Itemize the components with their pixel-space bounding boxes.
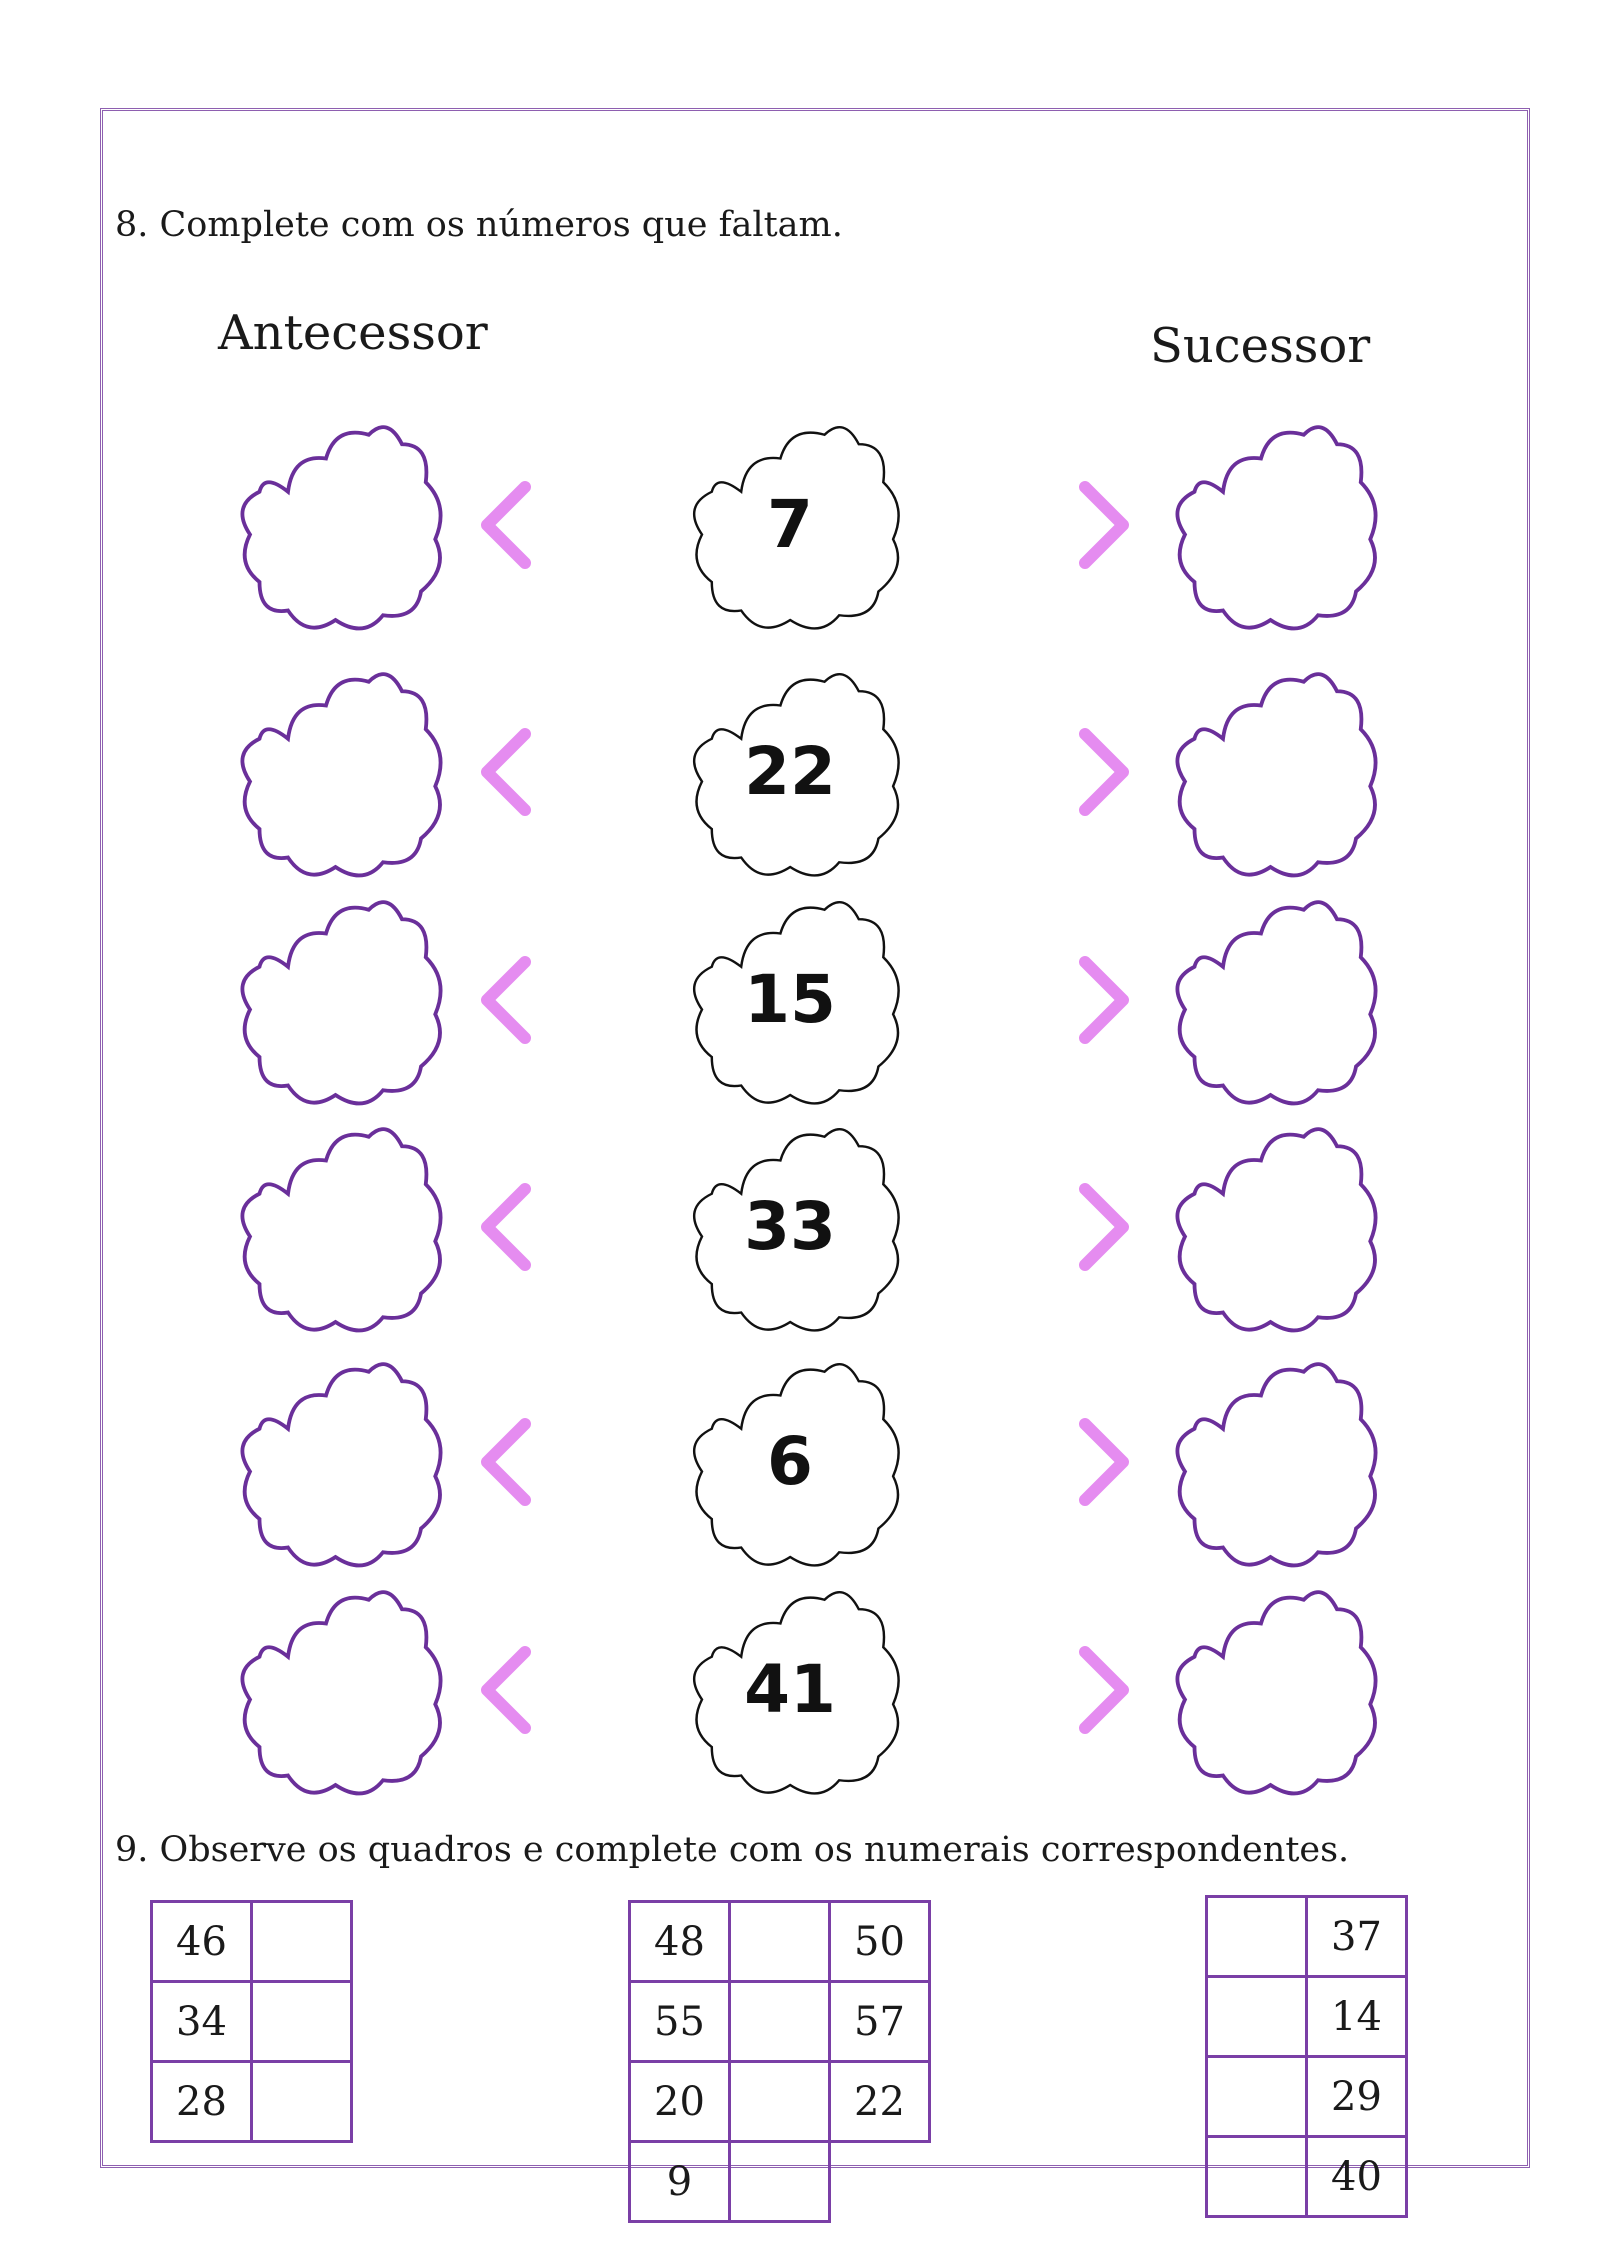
blank-cell[interactable]: [1207, 1897, 1307, 1977]
sucessor-header: Sucessor: [1150, 318, 1371, 374]
exercise-9-instruction: 9. Observe os quadros e complete com os numerais correspondentes.: [115, 1830, 1350, 1870]
right-arrow-icon: [965, 1189, 1123, 1265]
number-cell: 55: [630, 1982, 730, 2062]
blank-cell[interactable]: [1207, 2057, 1307, 2137]
left-arrow-icon: [487, 1189, 645, 1265]
table-row: [1207, 2057, 1407, 2137]
cloud-row: [242, 1129, 1375, 1330]
cloud-number: 7: [767, 486, 813, 563]
sucessor-cloud[interactable]: [1177, 1592, 1375, 1793]
table-row: [630, 2142, 830, 2222]
table-b-bottom: [628, 2140, 831, 2223]
blank-cell[interactable]: [252, 1902, 352, 1982]
sucessor-cloud[interactable]: [1177, 902, 1375, 1103]
left-arrow-icon: [487, 962, 645, 1038]
table-c: [1205, 1895, 1408, 2218]
exercise-8-instruction: 8. Complete com os números que faltam.: [115, 205, 843, 245]
table-row: [152, 1982, 352, 2062]
table-row: [152, 1902, 352, 1982]
number-cell: 34: [152, 1982, 252, 2062]
number-cell: 9: [630, 2142, 730, 2222]
sucessor-cloud[interactable]: [1177, 1364, 1375, 1565]
number-cell: 22: [830, 2062, 930, 2142]
table-row: [152, 2062, 352, 2142]
cloud-number: 33: [744, 1188, 836, 1265]
number-cell: 29: [1307, 2057, 1407, 2137]
cloud-row: [242, 1364, 1375, 1565]
left-arrow-icon: [487, 1652, 645, 1728]
blank-cell[interactable]: [730, 2142, 830, 2222]
antecessor-cloud[interactable]: [242, 427, 440, 628]
number-cell: 28: [152, 2062, 252, 2142]
number-cell: 57: [830, 1982, 930, 2062]
left-arrow-icon: [487, 734, 645, 810]
cloud-row: [242, 1592, 1375, 1793]
right-arrow-icon: [965, 1424, 1123, 1500]
table-b-top: [628, 1900, 931, 2143]
table-a: [150, 1900, 353, 2143]
right-arrow-icon: [965, 487, 1123, 563]
table-row: [1207, 1897, 1407, 1977]
cloud-number: 6: [767, 1423, 813, 1500]
number-cell: 48: [630, 1902, 730, 1982]
number-cell: 50: [830, 1902, 930, 1982]
number-cell: 46: [152, 1902, 252, 1982]
table-row: [1207, 1977, 1407, 2057]
blank-cell[interactable]: [730, 1902, 830, 1982]
right-arrow-icon: [965, 1652, 1123, 1728]
blank-cell[interactable]: [730, 2062, 830, 2142]
cloud-row: [242, 427, 1375, 628]
sucessor-cloud[interactable]: [1177, 1129, 1375, 1330]
blank-cell[interactable]: [730, 1982, 830, 2062]
table-row: [630, 1982, 930, 2062]
cloud-number: 22: [744, 733, 836, 810]
blank-cell[interactable]: [252, 2062, 352, 2142]
blank-cell[interactable]: [1207, 2137, 1307, 2217]
blank-cell[interactable]: [252, 1982, 352, 2062]
number-cell: 14: [1307, 1977, 1407, 2057]
antecessor-cloud[interactable]: [242, 902, 440, 1103]
antecessor-cloud[interactable]: [242, 674, 440, 875]
table-row: [630, 1902, 930, 1982]
antecessor-header: Antecessor: [218, 305, 488, 361]
left-arrow-icon: [487, 487, 645, 563]
cloud-number: 15: [744, 961, 836, 1038]
right-arrow-icon: [965, 734, 1123, 810]
table-row: [1207, 2137, 1407, 2217]
antecessor-cloud[interactable]: [242, 1129, 440, 1330]
blank-cell[interactable]: [1207, 1977, 1307, 2057]
number-cell: 20: [630, 2062, 730, 2142]
antecessor-cloud[interactable]: [242, 1364, 440, 1565]
number-cell: 40: [1307, 2137, 1407, 2217]
antecessor-cloud[interactable]: [242, 1592, 440, 1793]
cloud-row: [242, 674, 1375, 875]
sucessor-cloud[interactable]: [1177, 427, 1375, 628]
right-arrow-icon: [965, 962, 1123, 1038]
left-arrow-icon: [487, 1424, 645, 1500]
cloud-row: [242, 902, 1375, 1103]
table-row: [630, 2062, 930, 2142]
cloud-number: 41: [744, 1651, 836, 1728]
sucessor-cloud[interactable]: [1177, 674, 1375, 875]
number-cell: 37: [1307, 1897, 1407, 1977]
